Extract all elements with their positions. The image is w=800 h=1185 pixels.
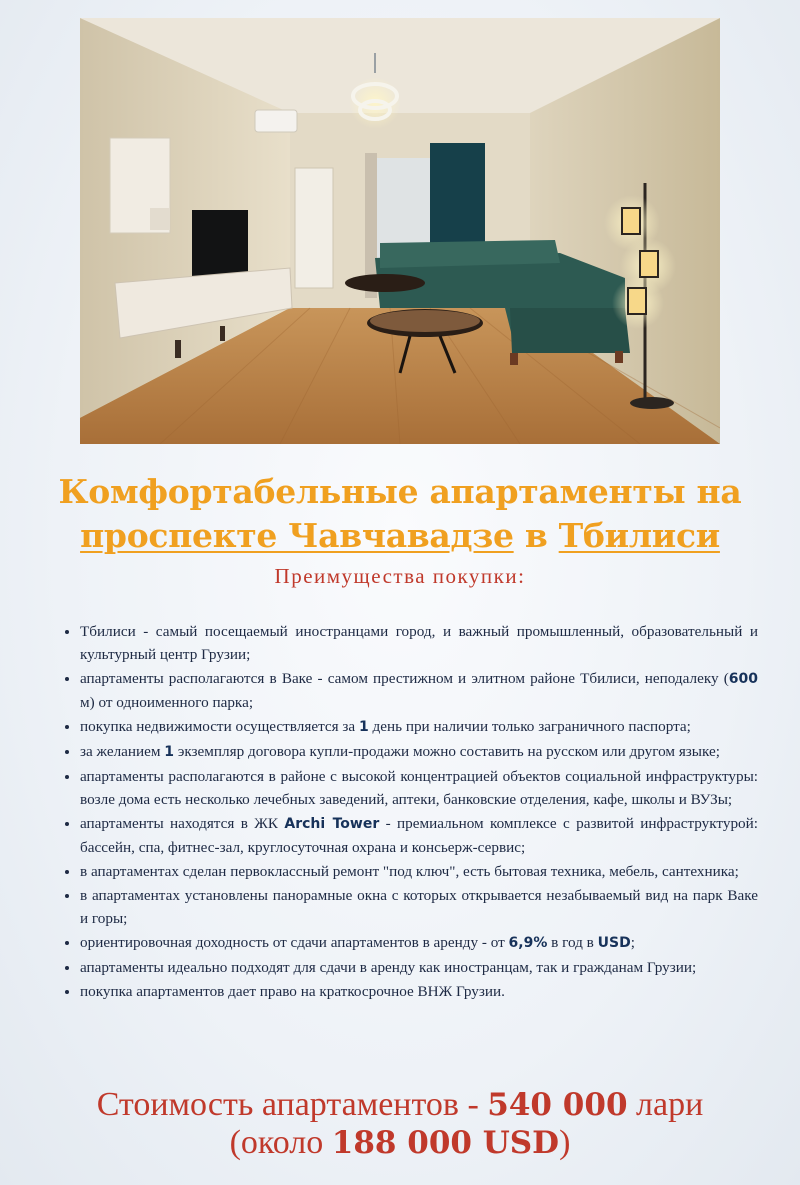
advantage-highlight: Archi Tower [284,816,380,832]
advantage-text: экземпляр договора купли-продажи можно составить на русском или другом языке; [174,743,720,760]
location-link[interactable]: проспекте Чавчавадзе [80,516,514,555]
advantage-text: ориентировочная доходность от сдачи апартаментов в аренду - от [80,934,509,951]
advantage-text: апартаменты идеально подходят для сдачи в аренду как иностранцам, так и гражданам Грузии; [80,959,697,976]
advantage-text: покупка апартаментов дает право на краткосрочное ВНЖ Грузии. [80,983,505,1000]
title-line-2 [30,514,770,558]
advantage-item [80,765,758,811]
advantage-text: апартаменты находятся в ЖК [80,815,285,832]
advantage-item [80,860,758,883]
advantage-item [80,715,758,739]
advantage-text: апартаменты располагаются в районе с высокой концентрацией объектов социальной инфраструктуры: возле дома есть несколько лечебных заведений, аптеки, банковские отделения, кафе, школы и ВУЗы; [80,768,758,808]
price-line-1 [0,1086,800,1124]
advantage-text: в год в [547,934,598,951]
advantage-highlight: 1 [164,744,175,760]
advantage-item [80,931,758,955]
apartment-photo [80,18,720,444]
advantage-text: в апартаментах установлены панорамные окна с которых открывается незабываемый вид на парк Ваке и горы; [80,887,758,927]
advantage-highlight: 6,9% [508,935,548,951]
advantage-text: апартаменты располагаются в Ваке - самом престижном и элитном районе Тбилиси, неподалеку ( [80,670,729,687]
price-approx-open: (около [229,1124,332,1161]
price-gel-currency: лари [627,1086,704,1123]
advantage-text: ; [630,934,635,951]
price-usd: 188 000 USD [331,1125,560,1161]
title-line-1: Комфортабельные апартаменты на [58,472,742,511]
advantage-text: покупка недвижимости осуществляется за [80,718,359,735]
city-link[interactable]: Тбилиси [558,516,720,555]
advantage-item [80,740,758,764]
advantage-text: Тбилиси - самый посещаемый иностранцами город, и важный промышленный, образовательный и культурный центр Грузии; [80,623,758,663]
advantage-text: в апартаментах сделан первоклассный ремонт "под ключ", есть бытовая техника, мебель, сантехника; [80,863,739,880]
price-gel: 540 000 [487,1087,628,1123]
advantage-highlight: 1 [358,719,369,735]
advantage-item [80,812,758,859]
advantage-text: за желанием [80,743,165,760]
advantage-item [80,667,758,714]
living-room-image [80,18,720,444]
advantage-text: м) от одноименного парка; [80,694,254,711]
price-label: Стоимость апартаментов - [96,1086,488,1123]
advantage-text: - премиальном комплексе с развитой инфраструктурой: бассейн, спа, фитнес-зал, круглосуточная охрана и консьерж-сервис; [80,815,758,856]
advantage-highlight: USD [597,935,631,951]
advantage-highlight: 600 [728,671,758,687]
advantage-item [80,884,758,930]
advantage-item [80,620,758,666]
advantage-item [80,956,758,979]
price-approx-close: ) [559,1124,571,1161]
advantage-text: день при наличии только заграничного паспорта; [368,718,691,735]
price-block [0,1086,800,1162]
advantage-item [80,980,758,1003]
price-line-2 [0,1124,800,1162]
title-connector: в [513,516,559,555]
advantages-heading: Преимущества покупки: [274,564,526,588]
page-title [30,470,770,558]
advantages-list [60,620,758,1004]
